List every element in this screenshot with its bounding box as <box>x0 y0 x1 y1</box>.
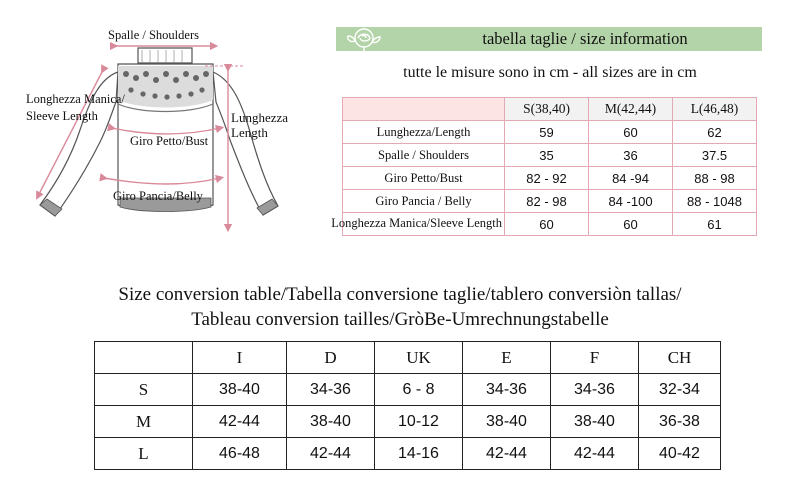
conversion-cell: 34-36 <box>287 374 375 406</box>
conversion-cell: 10-12 <box>375 406 463 438</box>
conversion-cell: 42-44 <box>193 406 287 438</box>
conversion-title-line2: Tableau conversion tailles/GròBe-Umrechnungstabelle <box>191 309 609 330</box>
size-row-label-cell <box>331 213 505 236</box>
conversion-header-row <box>95 342 721 374</box>
conversion-cell: 38-40 <box>551 406 639 438</box>
bust-label: Giro Petto/Bust <box>130 134 209 148</box>
conversion-corner-cell <box>95 342 193 374</box>
conversion-cell: 42-44 <box>463 438 551 470</box>
size-col-header: S(38,40) <box>505 98 589 121</box>
conversion-col-header: F <box>551 342 639 374</box>
conversion-cell: 42-44 <box>551 438 639 470</box>
conversion-cell: 38-40 <box>287 406 375 438</box>
conversion-title <box>60 282 740 332</box>
conversion-cell: 38-40 <box>193 374 287 406</box>
sleeve-label-it: Longhezza Manica/ <box>26 92 125 106</box>
conversion-cell: 34-36 <box>551 374 639 406</box>
length-label-it: Lunghezza <box>231 110 289 125</box>
size-info-title: tabella taglie / size information <box>482 29 688 48</box>
size-table-row <box>343 167 757 190</box>
conversion-cell: 42-44 <box>287 438 375 470</box>
conversion-col-header: D <box>287 342 375 374</box>
size-conversion-table <box>94 341 721 470</box>
size-row-label: Giro Petto/Bust <box>343 167 505 190</box>
length-label-en: Length <box>231 125 268 140</box>
size-cell: 35 <box>505 144 589 167</box>
size-col-header: M(42,44) <box>589 98 673 121</box>
size-table-row <box>343 121 757 144</box>
conversion-col-header: E <box>463 342 551 374</box>
conversion-cell: 38-40 <box>463 406 551 438</box>
conversion-col-header: I <box>193 342 287 374</box>
size-cell: 37.5 <box>673 144 757 167</box>
size-col-header: L(46,48) <box>673 98 757 121</box>
size-table-row <box>343 213 757 236</box>
size-cell: 82 - 98 <box>505 190 589 213</box>
size-row-label: Lunghezza/Length <box>343 121 505 144</box>
conversion-col-header: UK <box>375 342 463 374</box>
turtleneck <box>138 48 192 63</box>
conversion-col-header: CH <box>639 342 721 374</box>
belly-label: Giro Pancia/Belly <box>113 189 203 203</box>
size-row-label: Spalle / Shoulders <box>343 144 505 167</box>
size-info-table <box>331 97 757 236</box>
conversion-title-line1: Size conversion table/Tabella conversione taglie/tablero conversiòn tallas/ <box>118 284 682 305</box>
conversion-cell: 14-16 <box>375 438 463 470</box>
size-cell: 84 -100 <box>589 190 673 213</box>
shoulders-label: Spalle / Shoulders <box>108 28 199 42</box>
conversion-cell: 40-42 <box>639 438 721 470</box>
conversion-cell: 46-48 <box>193 438 287 470</box>
conversion-row <box>95 406 721 438</box>
size-cell: 36 <box>589 144 673 167</box>
units-note: tutte le misure sono in cm - all sizes are in cm <box>403 64 697 81</box>
size-cell: 88 - 1048 <box>673 190 757 213</box>
size-table-row <box>343 144 757 167</box>
conversion-size-label: L <box>95 438 193 470</box>
conversion-cell: 6 - 8 <box>375 374 463 406</box>
size-table-header-row <box>343 98 757 121</box>
rose-icon <box>342 25 388 53</box>
size-cell: 60 <box>589 121 673 144</box>
conversion-size-label: S <box>95 374 193 406</box>
conversion-cell: 36-38 <box>639 406 721 438</box>
conversion-cell: 34-36 <box>463 374 551 406</box>
size-cell: 88 - 98 <box>673 167 757 190</box>
size-cell: 61 <box>673 213 757 236</box>
size-cell: 59 <box>505 121 589 144</box>
sweater-measurement-diagram <box>0 0 320 250</box>
size-cell: 62 <box>673 121 757 144</box>
conversion-cell: 32-34 <box>639 374 721 406</box>
size-table-row <box>343 190 757 213</box>
size-info-header <box>336 27 762 51</box>
size-cell: 60 <box>589 213 673 236</box>
size-cell: 82 - 92 <box>505 167 589 190</box>
size-row-label: Longhezza Manica/Sleeve Length <box>331 216 502 230</box>
size-cell: 60 <box>505 213 589 236</box>
size-cell: 84 -94 <box>589 167 673 190</box>
conversion-size-label: M <box>95 406 193 438</box>
sleeve-label-en: Sleeve Length <box>26 109 98 123</box>
conversion-row <box>95 438 721 470</box>
size-table-corner-cell <box>343 98 505 121</box>
size-row-label: Giro Pancia / Belly <box>343 190 505 213</box>
conversion-row <box>95 374 721 406</box>
